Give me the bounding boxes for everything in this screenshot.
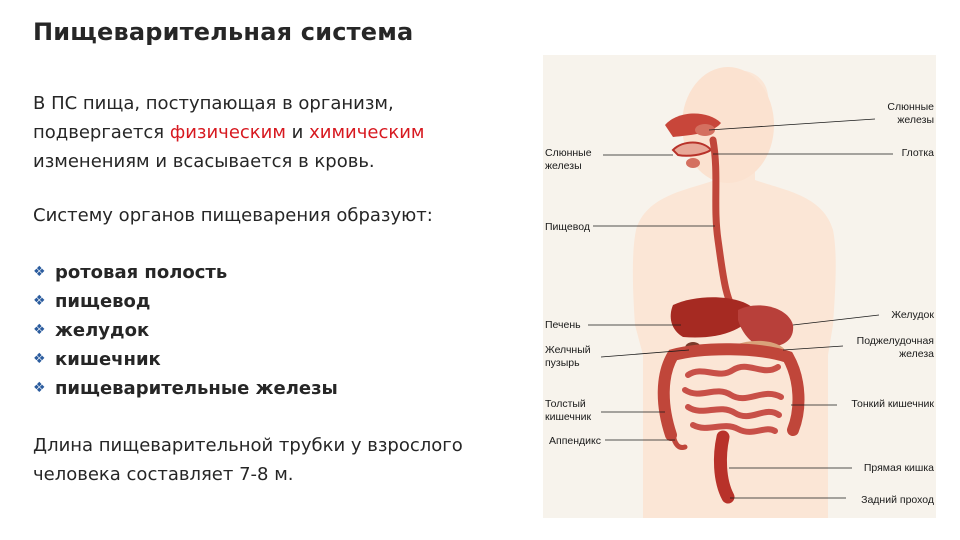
label-salivary-glands-right: Слюнные железы <box>887 101 934 126</box>
list-item-label: пищевод <box>55 291 151 312</box>
length-paragraph <box>33 431 463 489</box>
list-item <box>33 316 338 345</box>
anatomy-illustration <box>543 55 936 518</box>
label-salivary-glands-left: Слюнные железы <box>545 147 592 172</box>
digestive-system-diagram <box>543 55 936 518</box>
pharynx <box>673 143 711 156</box>
diamond-bullet-icon: ❖ <box>33 264 46 280</box>
diamond-bullet-icon: ❖ <box>33 351 46 367</box>
label-gallbladder: Желчный пузырь <box>545 344 591 369</box>
list-item-label: желудок <box>55 320 150 341</box>
label-esophagus: Пищевод <box>545 221 590 233</box>
label-rectum: Прямая кишка <box>863 462 934 474</box>
list-item-label: ротовая полость <box>55 262 228 283</box>
diamond-bullet-icon: ❖ <box>33 293 46 309</box>
length-line-2: человека составляет 7-8 м. <box>33 464 294 485</box>
list-item <box>33 258 338 287</box>
diamond-bullet-icon: ❖ <box>33 322 46 338</box>
intro-line-2 <box>33 118 425 147</box>
diamond-bullet-icon: ❖ <box>33 380 46 396</box>
salivary-gland-lower <box>686 158 700 168</box>
label-anus: Задний проход <box>861 494 934 506</box>
label-appendix: Аппендикс <box>549 435 601 447</box>
intro-line-3: изменениям и всасывается в кровь. <box>33 151 375 172</box>
physical-word: физическим <box>169 122 286 143</box>
label-pharynx: Глотка <box>901 147 934 159</box>
list-item-label: пищеварительные железы <box>55 378 338 399</box>
rectum <box>720 437 728 497</box>
system-sentence: Систему органов пищеварения образуют: <box>33 205 433 226</box>
label-liver: Печень <box>545 319 581 331</box>
list-item <box>33 345 338 374</box>
list-item <box>33 287 338 316</box>
label-pancreas: Поджелудочная железа <box>856 335 934 360</box>
intro-paragraph <box>33 89 425 176</box>
intro-text: подвергается <box>33 122 170 143</box>
and-word: и <box>285 122 310 143</box>
label-small-intestine: Тонкий кишечник <box>851 398 934 410</box>
slide-title: Пищеварительная система <box>33 18 414 46</box>
organ-list <box>33 258 338 403</box>
label-stomach: Желудок <box>891 309 934 321</box>
intro-line-1: В ПС пища, поступающая в организм, <box>33 93 394 114</box>
length-line-1: Длина пищеварительной трубки у взрослого <box>33 435 463 456</box>
chemical-word: химическим <box>309 122 425 143</box>
list-item <box>33 374 338 403</box>
label-large-intestine: Толстый кишечник <box>545 398 592 423</box>
list-item-label: кишечник <box>55 349 161 370</box>
